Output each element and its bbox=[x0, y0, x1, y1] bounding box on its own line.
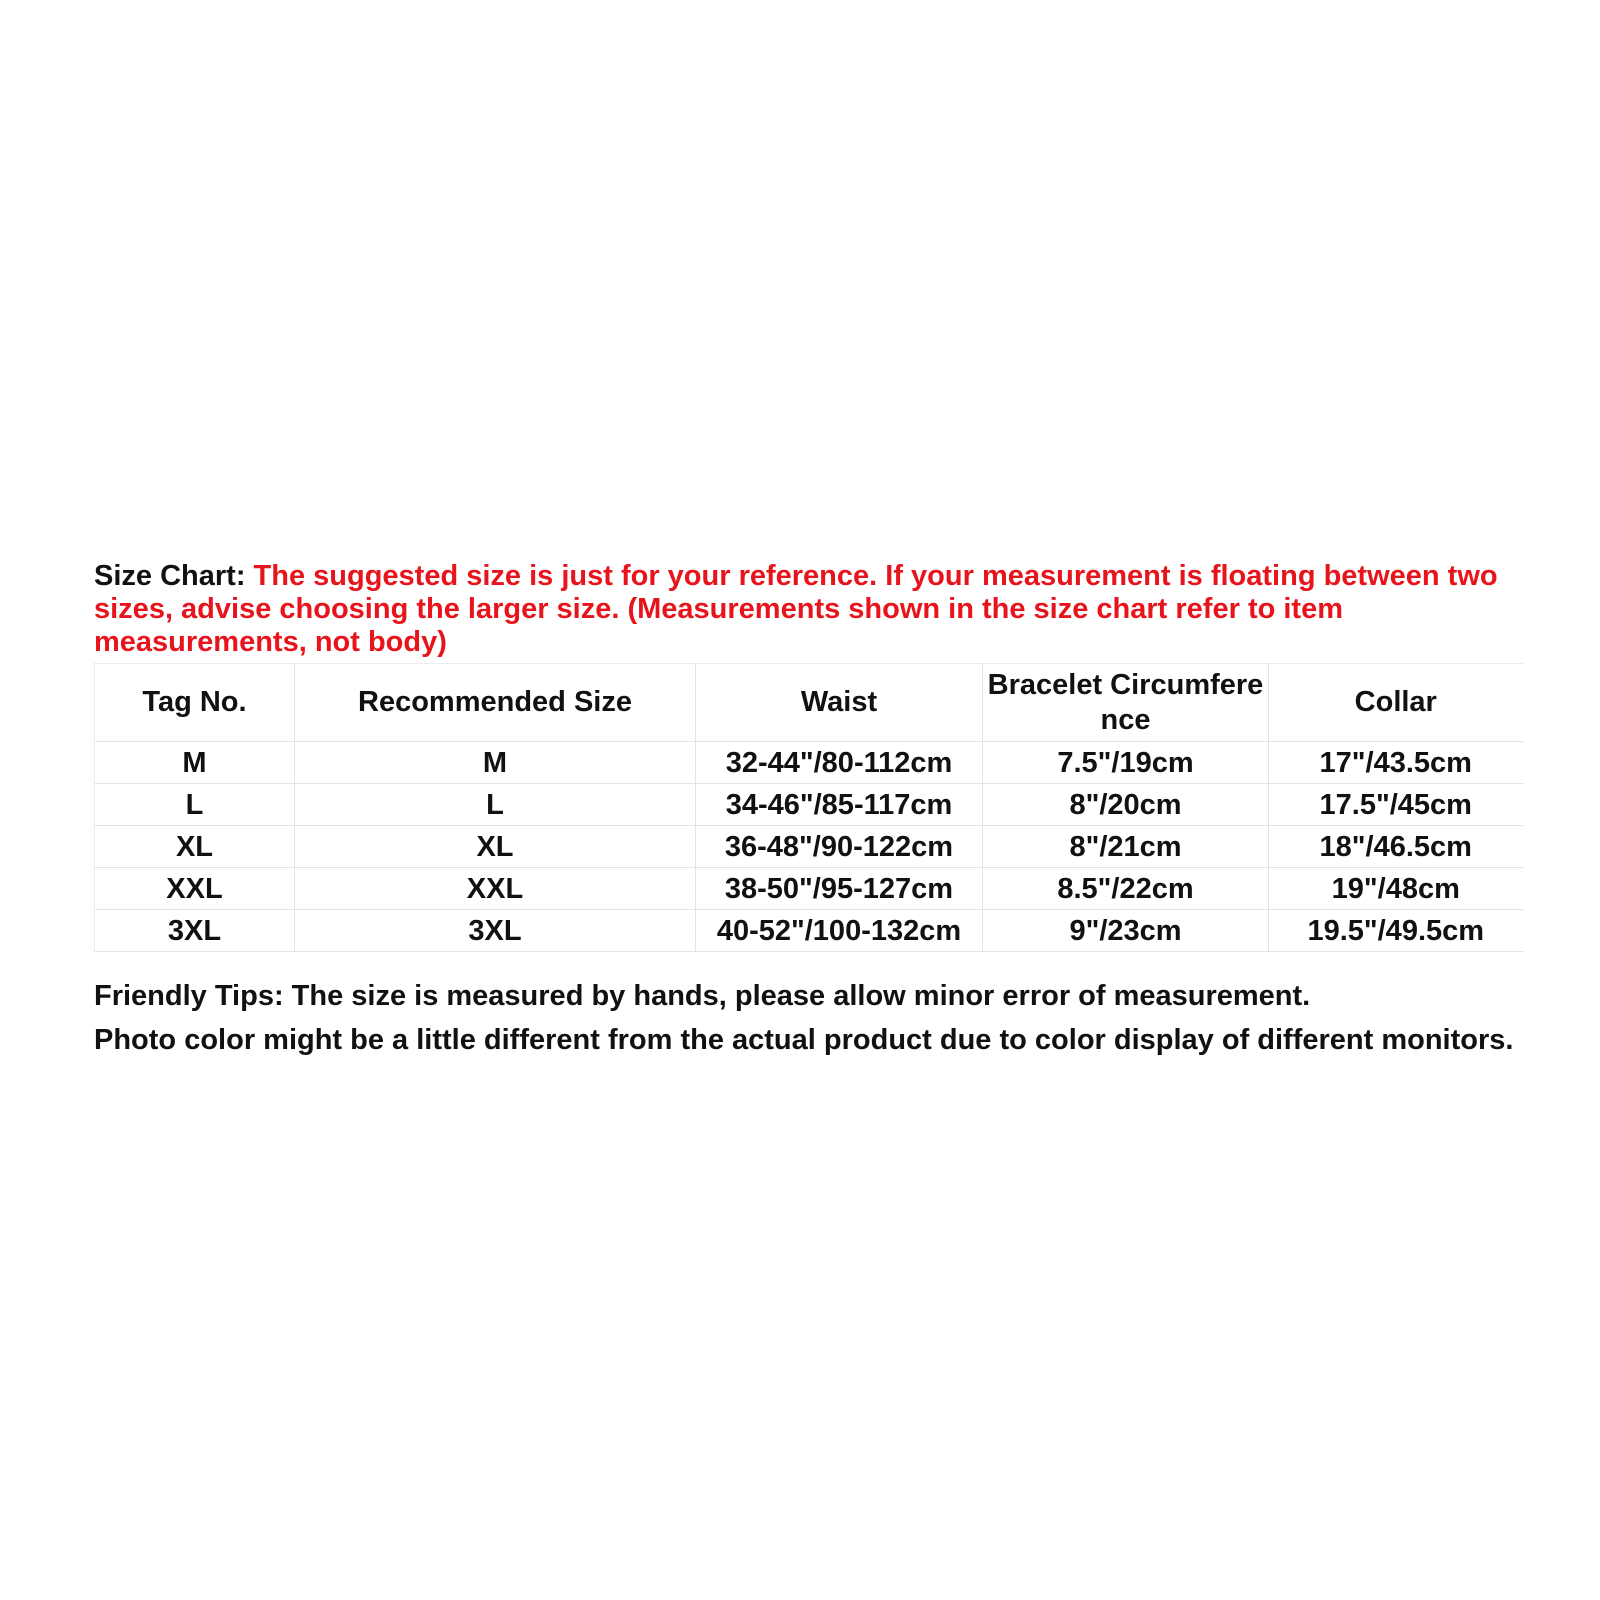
table-row bbox=[95, 826, 1523, 868]
cell-collar: 17.5"/45cm bbox=[1269, 784, 1523, 826]
cell-recommended-size: XXL bbox=[295, 868, 696, 910]
header-collar: Collar bbox=[1269, 664, 1523, 742]
cell-waist: 38-50"/95-127cm bbox=[696, 868, 983, 910]
header-tag-no: Tag No. bbox=[95, 664, 295, 742]
tips-line-color: Photo color might be a little different from the actual product due to color display of different monitors. bbox=[94, 1024, 1514, 1056]
table-header-row bbox=[95, 664, 1523, 742]
cell-tag-no: M bbox=[95, 742, 295, 784]
friendly-tips bbox=[94, 974, 1526, 1062]
header-recommended-size: Recommended Size bbox=[295, 664, 696, 742]
cell-recommended-size: 3XL bbox=[295, 910, 696, 952]
cell-collar: 19"/48cm bbox=[1269, 868, 1523, 910]
size-chart bbox=[94, 560, 1526, 1062]
cell-bracelet-circumference: 8.5"/22cm bbox=[983, 868, 1269, 910]
size-chart-intro bbox=[94, 560, 1526, 659]
header-waist: Waist bbox=[696, 664, 983, 742]
cell-recommended-size: L bbox=[295, 784, 696, 826]
cell-collar: 17"/43.5cm bbox=[1269, 742, 1523, 784]
table-row bbox=[95, 784, 1523, 826]
cell-bracelet-circumference: 8"/21cm bbox=[983, 826, 1269, 868]
cell-waist: 40-52"/100-132cm bbox=[696, 910, 983, 952]
cell-collar: 18"/46.5cm bbox=[1269, 826, 1523, 868]
size-chart-label: Size Chart: bbox=[94, 560, 254, 592]
cell-tag-no: XL bbox=[95, 826, 295, 868]
tips-line-measurement: Friendly Tips: The size is measured by hands, please allow minor error of measurement. bbox=[94, 980, 1311, 1012]
table-row bbox=[95, 742, 1523, 784]
cell-collar: 19.5"/49.5cm bbox=[1269, 910, 1523, 952]
cell-bracelet-circumference: 8"/20cm bbox=[983, 784, 1269, 826]
table-row bbox=[95, 910, 1523, 952]
cell-tag-no: 3XL bbox=[95, 910, 295, 952]
table-row bbox=[95, 868, 1523, 910]
cell-recommended-size: M bbox=[295, 742, 696, 784]
cell-tag-no: XXL bbox=[95, 868, 295, 910]
cell-waist: 32-44"/80-112cm bbox=[696, 742, 983, 784]
cell-bracelet-circumference: 7.5"/19cm bbox=[983, 742, 1269, 784]
cell-recommended-size: XL bbox=[295, 826, 696, 868]
cell-bracelet-circumference: 9"/23cm bbox=[983, 910, 1269, 952]
header-bracelet-circumference: Bracelet Circumference bbox=[983, 664, 1269, 742]
size-chart-note: The suggested size is just for your reference. If your measurement is floating between two sizes, advise choosing the larger size. (Measurements shown in the size chart refer to item measurements, not body) bbox=[94, 560, 1498, 658]
cell-tag-no: L bbox=[95, 784, 295, 826]
cell-waist: 36-48"/90-122cm bbox=[696, 826, 983, 868]
size-table bbox=[94, 663, 1523, 952]
cell-waist: 34-46"/85-117cm bbox=[696, 784, 983, 826]
